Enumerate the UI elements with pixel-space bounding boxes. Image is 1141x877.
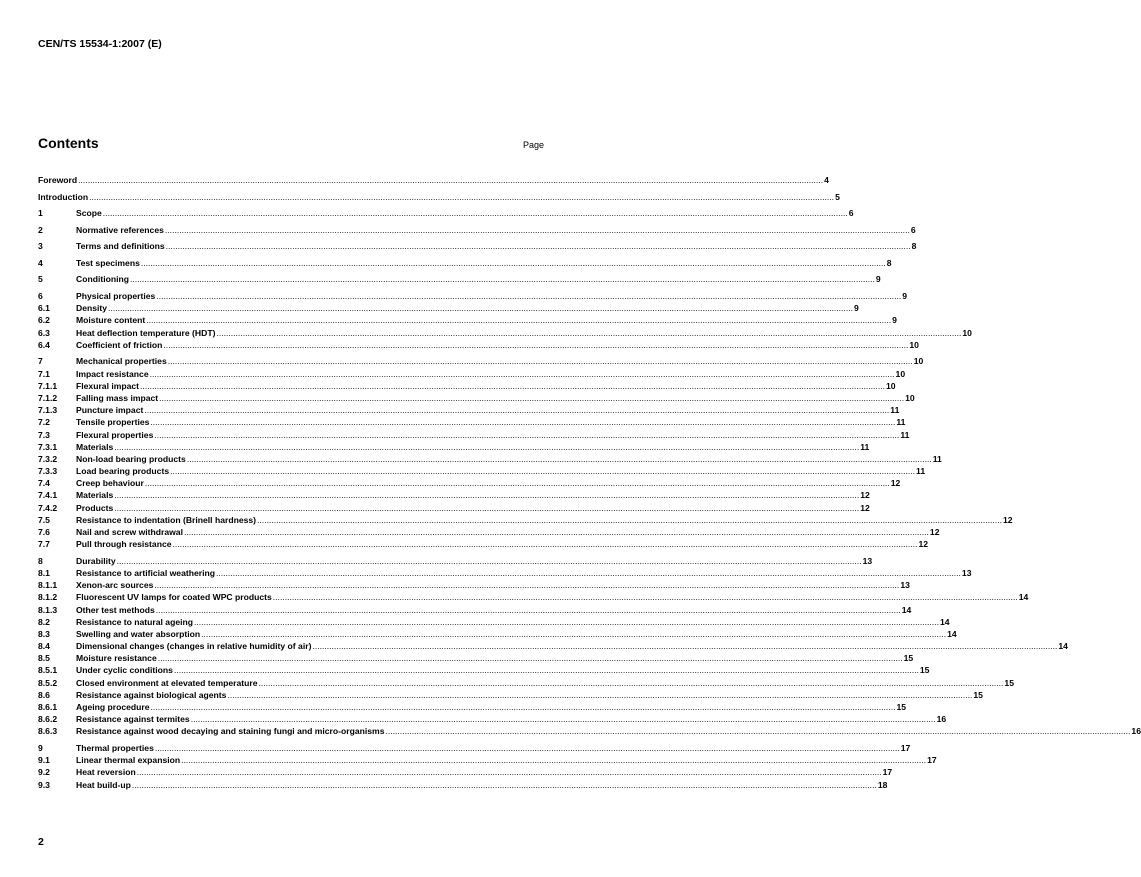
toc-entry[interactable] [38,689,983,701]
toc-entry-page: 10 [885,380,896,391]
toc-entry-number: 8.2 [38,616,50,627]
toc-entry-title: Resistance against biological agents [76,689,227,700]
toc-entry-number: 8.1 [38,567,50,578]
toc-entry[interactable] [38,766,893,778]
toc-entry-title: Creep behaviour [76,478,144,489]
toc-entry[interactable] [38,224,916,236]
toc-entry-page: 12 [890,478,901,489]
toc-entry-title: Products [76,502,114,513]
toc-entry-number: 6 [38,291,43,302]
toc-entry[interactable] [38,652,914,664]
toc-entry[interactable] [38,591,1029,603]
toc-entry-title: Other test methods [76,604,155,615]
toc-dot-leader [191,713,936,725]
toc-entry-page: 18 [877,779,888,790]
toc-entry-page: 11 [860,441,870,452]
toc-entry-number: 9 [38,742,43,753]
toc-entry-title: Coefficient of friction [76,339,163,350]
toc-entry-title: Linear thermal expansion [76,755,181,766]
toc-entry-title: Dimensional changes (changes in relative humidity of air) [76,641,312,652]
toc-entry-page: 17 [900,742,911,753]
toc-dot-leader [151,701,896,713]
toc-entry-page: 9 [875,274,881,285]
toc-entry-title: Foreword [38,175,78,185]
toc-entry-title: Moisture content [76,315,146,326]
toc-entry-title: Swelling and water absorption [76,628,201,639]
toc-entry-title: Materials [76,441,114,452]
toc-dot-leader [117,555,862,567]
toc-entry[interactable] [38,191,840,203]
toc-entry-number: 7.3.1 [38,441,58,452]
toc-entry-title: Ageing procedure [76,702,150,713]
toc-entry-title: Mechanical properties [76,356,167,367]
toc-entry-title: Falling mass impact [76,392,159,403]
toc-dot-leader [184,526,929,538]
toc-entry[interactable] [38,453,942,465]
toc-dot-leader [194,616,939,628]
toc-entry[interactable] [38,502,870,514]
toc-dot-leader [140,380,885,392]
toc-entry-number: 8.6.2 [38,714,58,725]
toc-entry[interactable] [38,742,911,754]
toc-entry-page: 14 [939,616,950,627]
toc-entry-title: Physical properties [76,291,156,302]
toc-entry[interactable] [38,429,910,441]
toc-entry[interactable] [38,290,908,302]
toc-entry-number: 9.1 [38,755,50,766]
toc-dot-leader [258,677,1003,689]
toc-entry-title: Introduction [38,191,89,202]
toc-dot-leader [257,514,1002,526]
toc-entry-page: 6 [848,208,854,219]
toc-entry[interactable] [38,240,917,252]
toc-entry-number: 7.7 [38,539,50,550]
toc-entry-page: 12 [929,527,940,537]
toc-dot-leader [108,302,853,314]
toc-entry[interactable] [38,404,900,416]
toc-entry[interactable] [38,514,1013,526]
toc-entry-page: 15 [973,689,983,700]
toc-entry-number: 7.1.3 [38,405,58,416]
toc-dot-leader [150,368,895,380]
toc-entry-page: 8 [911,241,917,252]
toc-entry[interactable] [38,604,912,616]
toc-entry[interactable] [38,392,915,404]
toc-entry-page: 11 [896,417,906,428]
toc-entry-number: 6.4 [38,339,50,350]
toc-entry-title: Nail and screw withdrawal [76,527,183,537]
toc-dot-leader [114,502,859,514]
document-id-header: CEN/TS 15534-1:2007 (E) [38,38,162,50]
toc-dot-leader [141,257,886,269]
toc-entry-page: 16 [1131,726,1141,737]
toc-entry-title: Fluorescent UV lamps for coated WPC products [76,592,272,603]
toc-entry-number: 6.1 [38,303,50,314]
toc-dot-leader [150,416,895,428]
toc-entry-title: Impact resistance [76,368,149,379]
toc-entry-number: 7.1.2 [38,392,58,403]
toc-dot-leader [114,489,859,501]
toc-dot-leader [78,174,823,186]
toc-entry-title: Flexural properties [76,429,154,440]
toc-entry-page: 10 [909,339,919,350]
toc-entry-page: 14 [901,604,912,615]
toc-entry-title: Durability [76,555,116,566]
toc-entry-number: 4 [38,257,43,268]
toc-entry-page: 12 [918,539,929,550]
toc-entry[interactable] [38,368,906,380]
toc-entry[interactable] [38,207,854,219]
toc-entry-title: Flexural impact [76,380,140,391]
toc-entry[interactable] [38,257,892,269]
toc-entry-number: 7.4 [38,478,50,489]
toc-entry-title: Load bearing products [76,466,170,477]
toc-entry-number: 7.5 [38,514,50,525]
toc-entry-page: 10 [962,327,972,338]
toc-dot-leader [130,273,875,285]
toc-entry[interactable] [38,339,919,351]
toc-entry[interactable] [38,416,906,428]
toc-entry-page: 10 [895,368,906,379]
toc-entry-number: 7.1.1 [38,380,58,391]
toc-entry-number: 7.3.2 [38,453,58,464]
toc-entry-title: Heat deflection temperature (HDT) [76,327,216,338]
toc-dot-leader [154,579,899,591]
toc-entry-page: 9 [853,303,859,314]
toc-dot-leader [156,604,901,616]
toc-entry-number: 7.3.3 [38,466,58,477]
toc-entry-page: 14 [1018,592,1029,603]
toc-entry-title: Resistance to indentation (Brinell hardness) [76,514,257,525]
toc-dot-leader [312,640,1057,652]
toc-dot-leader [132,779,877,791]
toc-entry[interactable] [38,355,924,367]
toc-dot-leader [155,742,900,754]
toc-entry-title: Materials [76,490,114,501]
toc-entry-page: 15 [1004,677,1014,688]
toc-entry[interactable] [38,302,859,314]
toc-dot-leader [137,766,882,778]
toc-entry-page: 14 [1058,641,1068,652]
toc-entry-number: 8.1.1 [38,580,58,591]
toc-entry-title: Resistance against termites [76,714,190,725]
toc-entry-title: Moisture resistance [76,653,157,664]
toc-entry-number: 8.5.1 [38,665,58,676]
toc-entry[interactable] [38,314,897,326]
toc-entry-title: Test specimens [76,257,140,268]
toc-entry-page: 11 [890,405,900,416]
toc-entry-title: Pull through resistance [76,539,172,550]
page-column-label: Page [522,140,544,150]
toc-entry-title: Resistance to artificial weathering [76,567,215,578]
toc-dot-leader [385,725,1130,737]
toc-entry-page: 6 [910,224,916,235]
toc-entry-page: 11 [916,466,926,477]
toc-entry-title: Xenon-arc sources [76,580,154,591]
toc-entry-number: 6.3 [38,327,50,338]
toc-entry-page: 12 [860,490,870,501]
toc-entry-number: 8.5 [38,653,50,664]
toc-dot-leader [170,465,915,477]
toc-entry[interactable] [38,489,870,501]
toc-dot-leader [166,240,911,252]
toc-entry-page: 10 [913,356,924,367]
toc-entry-number: 7.2 [38,417,50,428]
toc-dot-leader [165,224,910,236]
toc-dot-leader [181,754,926,766]
toc-entry[interactable] [38,477,901,489]
toc-dot-leader [114,441,859,453]
contents-heading: Contents [38,135,99,151]
toc-entry-page: 5 [835,191,840,202]
toc-entry-number: 8.6.1 [38,702,58,713]
toc-entry-page: 8 [886,257,892,268]
toc-entry-title: Puncture impact [76,405,144,416]
toc-entry[interactable] [38,677,1014,689]
toc-entry[interactable] [38,380,896,392]
toc-entry-title: Heat build-up [76,779,131,790]
toc-entry-number: 1 [38,208,43,219]
toc-dot-leader [144,404,889,416]
toc-entry-number: 8.6.3 [38,726,58,737]
toc-entry-number: 7.1 [38,368,50,379]
toc-entry-title: Resistance to natural ageing [76,616,194,627]
toc-entry[interactable] [38,526,940,538]
toc-entry-page: 11 [932,453,942,464]
table-of-contents [38,174,1141,791]
toc-entry-page: 15 [903,653,914,664]
toc-entry-number: 7.6 [38,527,50,537]
toc-entry-page: 14 [947,628,957,639]
toc-dot-leader [145,477,890,489]
toc-dot-leader [156,290,901,302]
toc-entry[interactable] [38,754,937,766]
toc-entry-page: 15 [896,702,907,713]
toc-dot-leader [89,191,834,203]
toc-entry-page: 16 [936,714,947,725]
toc-dot-leader [187,453,932,465]
toc-entry-title: Under cyclic conditions [76,665,173,676]
toc-entry-page: 9 [902,291,908,302]
toc-entry[interactable] [38,273,881,285]
toc-entry-title: Heat reversion [76,767,136,778]
toc-dot-leader [173,538,918,550]
toc-entry-title: Tensile properties [76,417,150,428]
toc-entry[interactable] [38,567,972,579]
toc-dot-leader [216,327,961,339]
toc-dot-leader [273,591,1018,603]
toc-entry[interactable] [38,616,950,628]
toc-entry-number: 3 [38,241,43,252]
toc-entry-page: 13 [900,580,910,591]
toc-dot-leader [103,207,848,219]
toc-dot-leader [174,664,919,676]
toc-entry-title: Density [76,303,108,314]
toc-entry-page: 17 [927,755,937,766]
toc-dot-leader [163,339,908,351]
toc-entry-number: 9.2 [38,767,50,778]
toc-entry-page: 12 [1002,514,1013,525]
toc-entry[interactable] [38,664,930,676]
toc-entry-number: 6.2 [38,315,50,326]
toc-entry-page: 17 [882,767,893,778]
toc-entry-number: 8.1.2 [38,592,58,603]
toc-entry[interactable] [38,538,929,550]
toc-entry-number: 8.3 [38,628,50,639]
toc-entry-number: 2 [38,224,43,235]
toc-entry-title: Scope [76,208,102,219]
toc-entry[interactable] [38,465,926,477]
toc-entry-page: 12 [860,502,870,513]
toc-dot-leader [146,314,891,326]
toc-entry-number: 8.1.3 [38,604,58,615]
toc-dot-leader [168,355,913,367]
toc-entry-title: Non-load bearing products [76,453,186,464]
toc-entry-number: 7 [38,356,43,367]
toc-entry-number: 8.4 [38,641,50,652]
toc-dot-leader [154,429,899,441]
toc-entry-page: 9 [892,315,897,326]
toc-entry[interactable] [38,725,1141,737]
toc-dot-leader [158,652,903,664]
toc-entry-title: Resistance against wood decaying and staining fungi and micro-organisms [76,726,385,737]
page-number: 2 [38,836,44,848]
toc-entry-number: 8.6 [38,689,50,700]
toc-entry[interactable] [38,779,888,791]
toc-entry[interactable] [38,327,972,339]
toc-entry[interactable] [38,701,907,713]
toc-entry-number: 5 [38,274,43,285]
toc-entry-page: 13 [961,567,972,578]
toc-entry[interactable] [38,441,870,453]
toc-entry-page: 11 [900,429,910,440]
toc-entry-page: 4 [824,175,829,185]
toc-entry-title: Closed environment at elevated temperature [76,677,258,688]
toc-entry[interactable] [38,555,873,567]
toc-entry-title: Thermal properties [76,742,154,753]
toc-entry-page: 10 [905,392,915,403]
toc-entry-number: 9.3 [38,779,50,790]
toc-dot-leader [159,392,904,404]
toc-entry[interactable] [38,579,910,591]
toc-entry-page: 15 [919,665,930,676]
toc-entry-number: 8 [38,555,43,566]
toc-entry-number: 7.3 [38,429,50,440]
toc-entry-number: 7.4.2 [38,502,58,513]
toc-entry[interactable] [38,174,829,186]
toc-dot-leader [201,628,946,640]
toc-entry-number: 8.5.2 [38,677,58,688]
toc-dot-leader [216,567,961,579]
toc-entry-number: 7.4.1 [38,490,58,501]
toc-entry-title: Terms and definitions [76,241,165,252]
toc-entry[interactable] [38,713,947,725]
toc-entry[interactable] [38,628,957,640]
toc-entry-title: Conditioning [76,274,129,285]
toc-entry[interactable] [38,640,1068,652]
toc-entry-page: 13 [862,555,873,566]
toc-entry-title: Normative references [76,224,164,235]
toc-dot-leader [227,689,972,701]
